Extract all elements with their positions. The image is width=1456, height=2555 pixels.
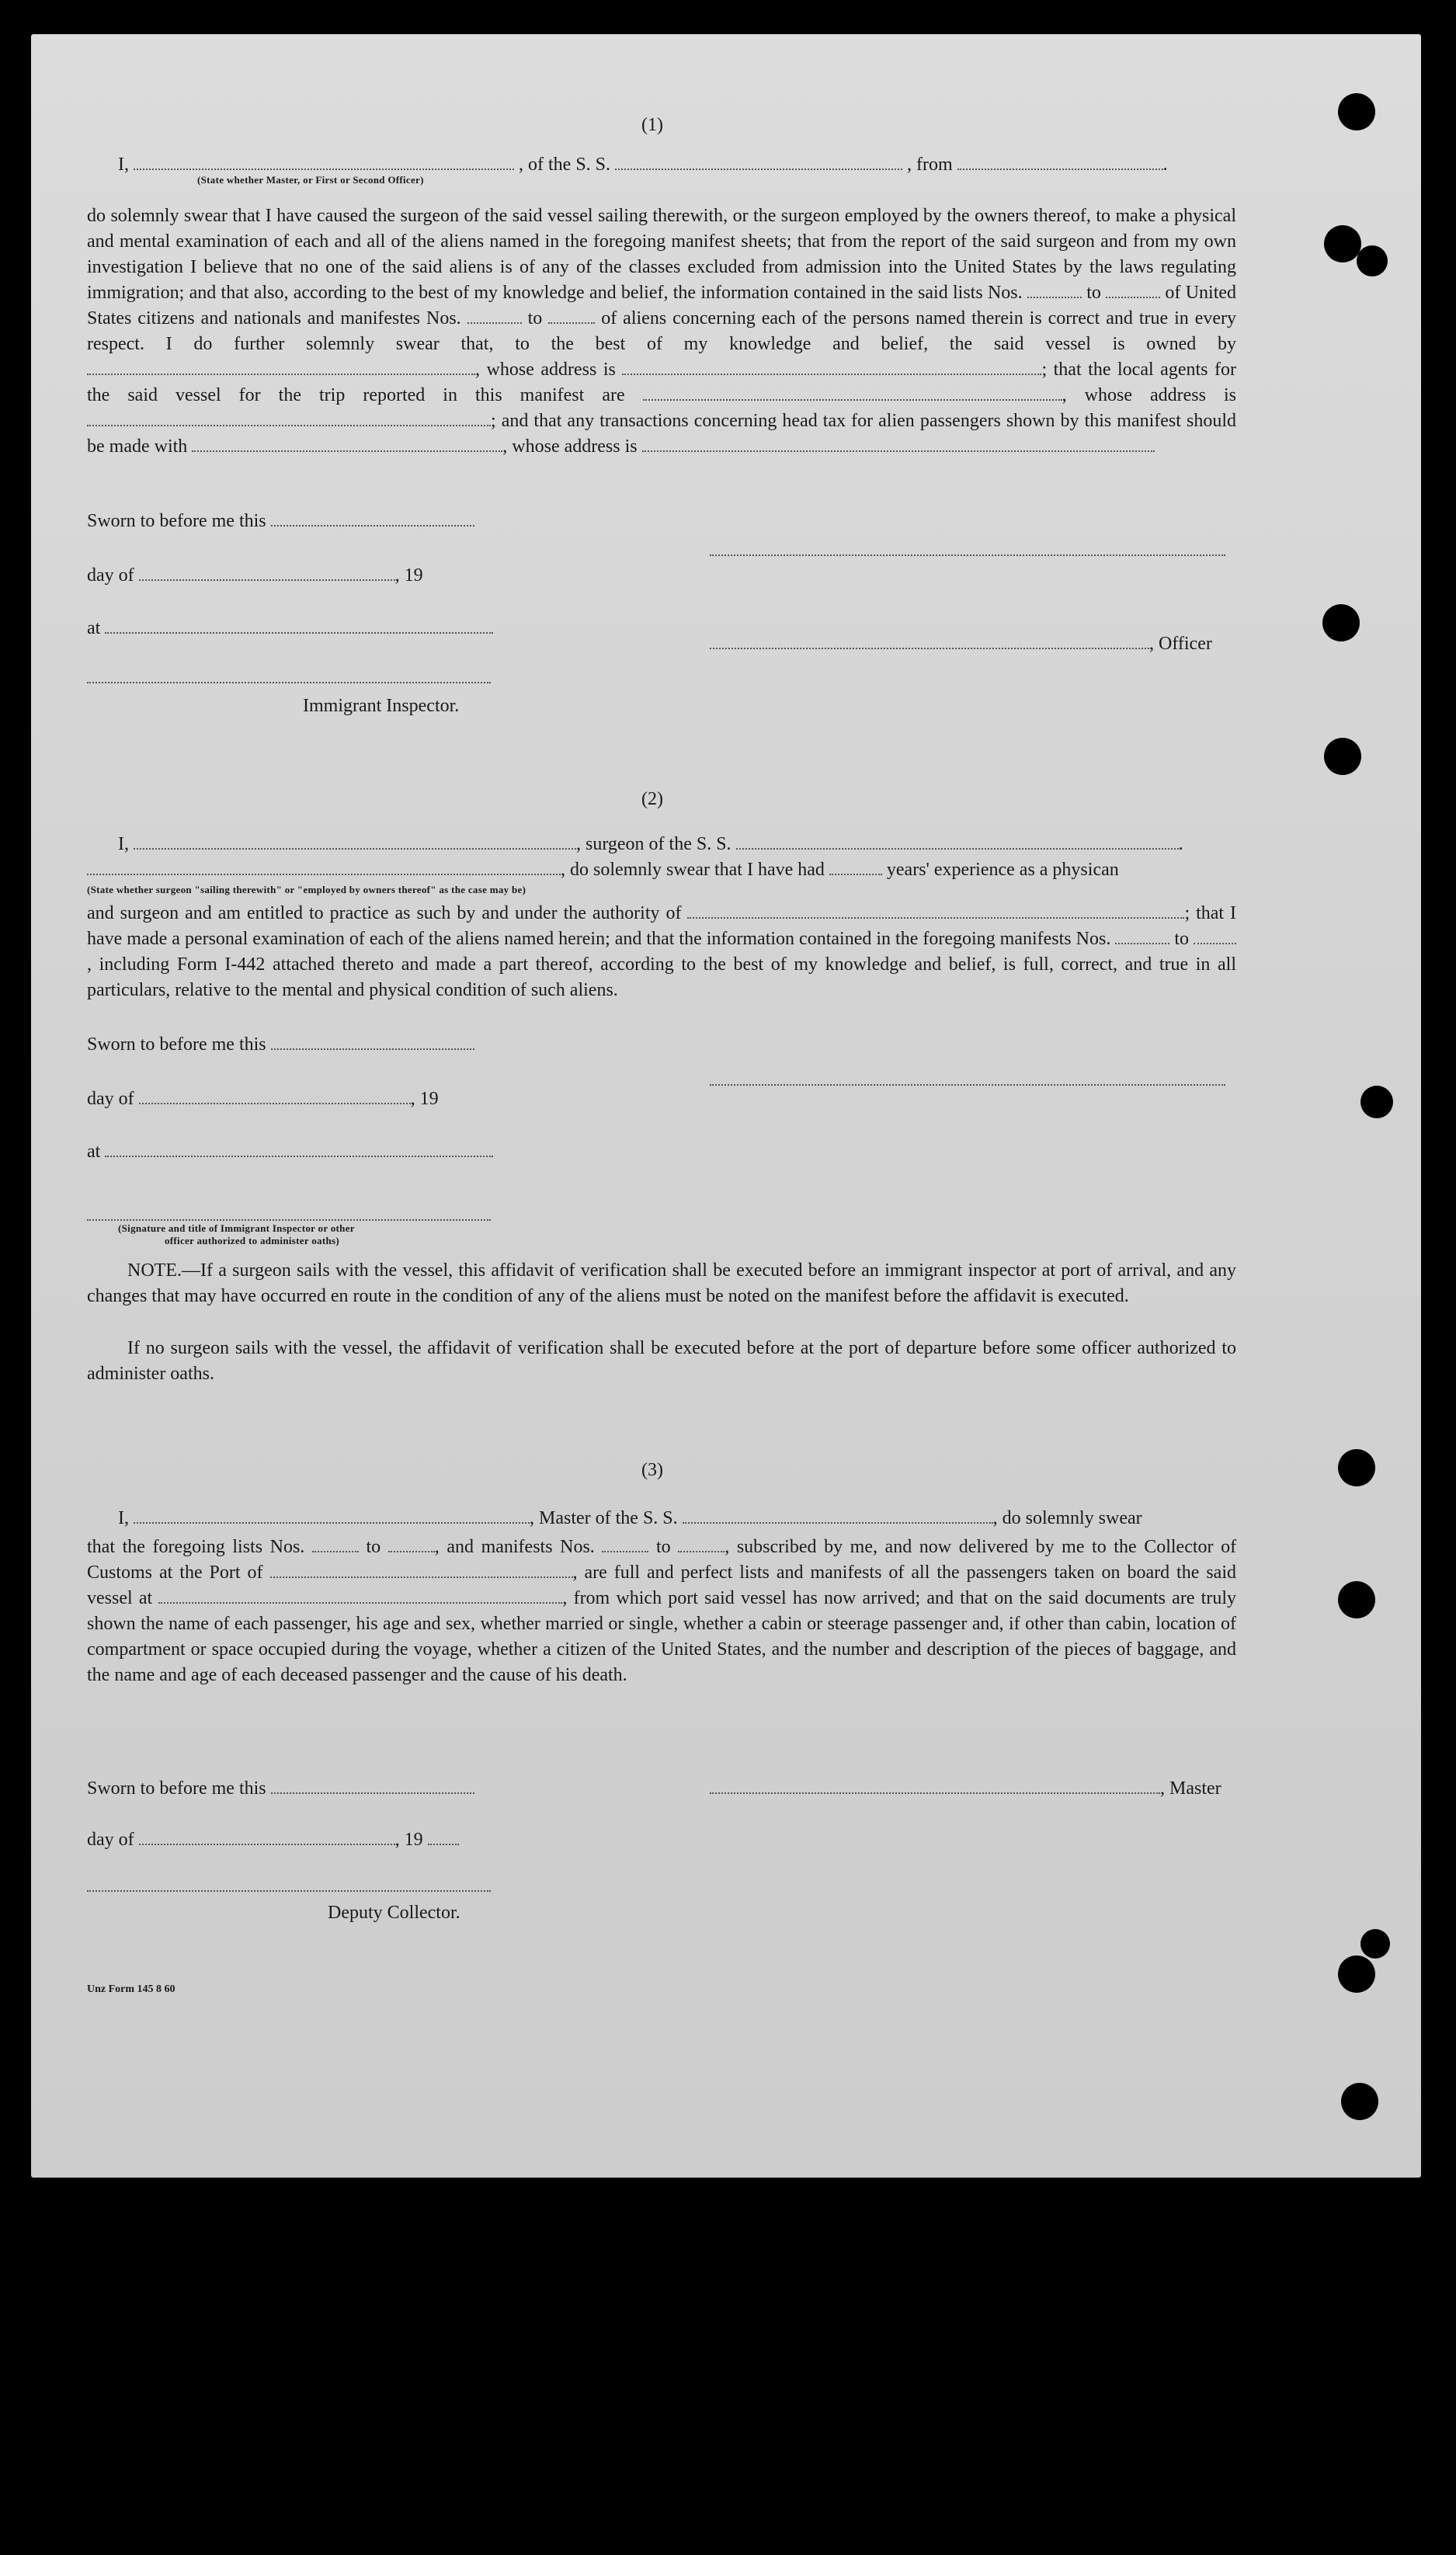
head-tax-party-field[interactable] xyxy=(192,436,502,452)
section-1-header: I, , of the S. S. , from . (State whether Master, or First or Second Officer) xyxy=(118,155,1168,186)
s3-lists-from-field[interactable] xyxy=(312,1537,359,1552)
s2-line2-row: , do solemnly swear that I have had years' experience as a physican xyxy=(87,860,1119,881)
s2-years-field[interactable] xyxy=(829,860,882,875)
s1-signature-line[interactable] xyxy=(710,553,1225,556)
s1-sworn-date-field[interactable] xyxy=(271,511,474,527)
s2-sig-note-1: (Signature and title of Immigrant Inspector or other xyxy=(118,1222,355,1234)
s1-at-row: at xyxy=(87,618,493,639)
section-2-body: and surgeon and am entitled to practice as such by and under the authority of ; that I have made a personal examination of each of the aliens named herein; and that the information contained in the foregoing manifests Nos. to , including Form I-442 attached thereto and made a part thereof, according to the best of my knowledge and belief, is full, correct, and true in all particulars, relative to the mental and physical condition of such aliens. xyxy=(87,903,1237,1000)
vessel-name-field[interactable] xyxy=(615,155,902,170)
lists-from-field[interactable] xyxy=(1027,283,1082,298)
officer-title-field[interactable] xyxy=(134,155,514,170)
s1-officer-field[interactable] xyxy=(710,634,1149,649)
s3-port-field[interactable] xyxy=(270,1563,573,1578)
punch-hole xyxy=(1341,2083,1378,2120)
s2-manifest-to-field[interactable] xyxy=(1194,929,1236,944)
s3-sworn-date-field[interactable] xyxy=(271,1778,474,1794)
section-3-body: that the foregoing lists Nos. to , and manifests Nos. to , subscribed by me, and now delivered by me to the Collector of Customs at the Port of , are full and perfect lists and manifests of all the passengers taken on board the said vessel at , from which port said vessel has now arrived; and that on the said documents are truly shown the name of each passenger, his age and sex, whether married or single, whether a cabin or steerage passenger and, if other than cabin, location of compartment or space occupied during the voyage, whether a citizen of the United States, and the number and description of the pieces of baggage, and the name and age of each deceased passenger and the cause of his death. xyxy=(87,1537,1237,1685)
s3-sworn-row: Sworn to before me this xyxy=(87,1778,474,1799)
s2-note: (State whether surgeon "sailing therewith" or "employed by owners thereof" as the case may be) xyxy=(87,884,526,895)
s1-inspector-line[interactable] xyxy=(87,680,491,683)
s2-sig-note-2: officer authorized to administer oaths) xyxy=(165,1235,339,1246)
s2-vessel-field[interactable] xyxy=(736,834,1179,850)
local-agents-field[interactable] xyxy=(643,385,1062,401)
s3-master-row: , Master xyxy=(710,1778,1221,1799)
s3-master-signature-field[interactable] xyxy=(710,1778,1160,1794)
s1-at-field[interactable] xyxy=(105,618,493,634)
agents-address-field[interactable] xyxy=(87,411,491,426)
s3-lists-to-field[interactable] xyxy=(388,1537,435,1552)
owner-field[interactable] xyxy=(87,360,475,375)
s2-day-row: day of , 19 xyxy=(87,1089,439,1109)
s3-collector-line[interactable] xyxy=(87,1889,491,1892)
manifests-to-field[interactable] xyxy=(548,308,595,324)
s2-sworn-date-field[interactable] xyxy=(271,1034,474,1050)
s1-sworn-row: Sworn to before me this xyxy=(87,511,474,532)
punch-hole xyxy=(1338,1955,1375,1993)
s3-day-row: day of , 19 xyxy=(87,1830,459,1851)
lists-to-field[interactable] xyxy=(1106,283,1160,298)
s3-header-row: I, , Master of the S. S. , do solemnly swear xyxy=(118,1508,1142,1528)
punch-hole xyxy=(1324,225,1361,262)
s2-inspector-line[interactable] xyxy=(87,1218,491,1221)
s1-day-field[interactable] xyxy=(139,565,395,581)
s2-note-para-2: If no surgeon sails with the vessel, the affidavit of verification shall be executed before at the port of departure before some officer authorized to administer oaths. xyxy=(87,1338,1236,1384)
s2-at-field[interactable] xyxy=(105,1142,493,1157)
punch-hole xyxy=(1338,1449,1375,1486)
section-1-number: (1) xyxy=(641,115,663,135)
i-label: I, xyxy=(118,155,129,175)
s2-at-row: at xyxy=(87,1142,493,1163)
s3-embark-field[interactable] xyxy=(158,1588,562,1604)
s2-manifest-from-field[interactable] xyxy=(1115,929,1169,944)
punch-hole xyxy=(1338,93,1375,130)
manifests-from-field[interactable] xyxy=(467,308,522,324)
s1-day-row: day of , 19 xyxy=(87,565,423,586)
punch-hole xyxy=(1338,1581,1375,1618)
head-tax-address-field[interactable] xyxy=(642,436,1155,452)
s2-signature-line[interactable] xyxy=(710,1083,1225,1086)
s3-manifests-from-field[interactable] xyxy=(602,1537,648,1552)
punch-hole xyxy=(1360,1086,1393,1118)
s2-line2-field[interactable] xyxy=(87,860,561,875)
s3-year-field[interactable] xyxy=(428,1830,459,1845)
from-port-field[interactable] xyxy=(957,155,1163,170)
punch-hole xyxy=(1360,1929,1390,1959)
officer-title-note: (State whether Master, or First or Second Officer) xyxy=(197,174,424,186)
punch-hole xyxy=(1324,738,1361,775)
s2-header-row: I, , surgeon of the S. S. . xyxy=(118,834,1183,854)
s1-officer-row: , Officer xyxy=(710,634,1212,655)
s2-sworn-row: Sworn to before me this xyxy=(87,1034,474,1055)
section-1-body: do solemnly swear that I have caused the surgeon of the said vessel sailing therewith, or the surgeon employed by the owners thereof, to make a physical and mental examination of each and all of the aliens named in the foregoing manifest sheets; that from the report of the said surgeon and from my own investigation I believe that no one of the said aliens is of any of the classes excluded from admission into the United States by the laws regulating immigration; and that also, according to the best of my knowledge and belief, the information contained in the said lists Nos. to of United States citizens and nationals and manifestes Nos. to of aliens concerning each of the persons named therein is correct and true in every respect. I do further solemnly swear that, to the best of my knowledge and belief, the said vessel is owned by , whose address is ; that the local agents for the said vessel for the trip reported in this manifest are , whose address is ; and that any transactions concerning head tax for alien passengers shown by this manifest should be made with , whose address is xyxy=(87,206,1237,457)
section-3-number: (3) xyxy=(641,1460,663,1480)
s3-day-field[interactable] xyxy=(139,1830,395,1845)
section-2-number: (2) xyxy=(641,789,663,809)
of-ss-label: , of the S. S. xyxy=(519,155,611,175)
s3-deputy-label: Deputy Collector. xyxy=(328,1903,460,1923)
from-label: , from xyxy=(907,155,953,175)
owner-address-field[interactable] xyxy=(622,360,1041,375)
s3-master-name-field[interactable] xyxy=(134,1508,530,1524)
s3-manifests-to-field[interactable] xyxy=(678,1537,725,1552)
form-number: Unz Form 145 8 60 xyxy=(87,1983,175,1995)
form-sheet xyxy=(31,34,1421,2178)
punch-hole xyxy=(1357,245,1388,276)
s2-day-field[interactable] xyxy=(139,1089,411,1104)
s2-surgeon-type-field[interactable] xyxy=(134,834,576,850)
s2-note-para-1: NOTE.—If a surgeon sails with the vessel, this affidavit of verification shall be executed before an immigrant inspector at port of arrival, and any changes that may have occurred en route in the condition of any of the aliens must be noted on the manifest before the affidavit is executed. xyxy=(87,1260,1236,1306)
s1-inspector-label: Immigrant Inspector. xyxy=(303,696,460,716)
punch-hole xyxy=(1322,604,1360,641)
s2-authority-field[interactable] xyxy=(687,903,1184,919)
s3-vessel-field[interactable] xyxy=(683,1508,993,1524)
